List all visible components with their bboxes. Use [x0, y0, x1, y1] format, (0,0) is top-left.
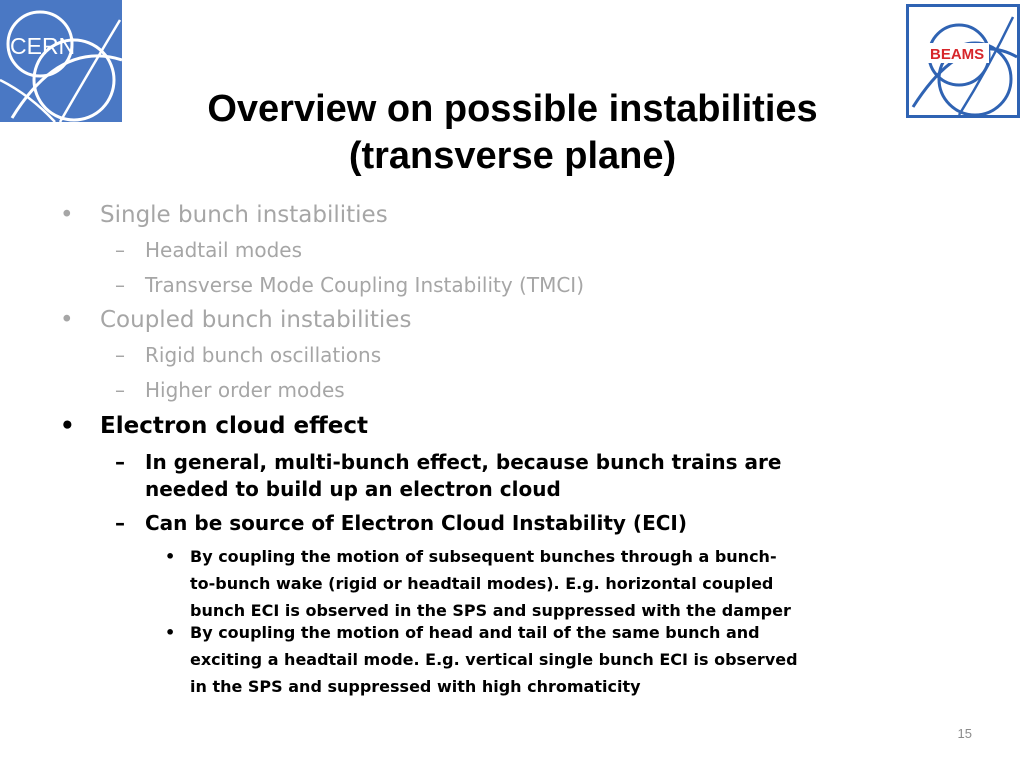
bullet-electron-cloud: [60, 412, 368, 440]
sub-bullet-text: Rigid bunch oscillations: [145, 343, 382, 367]
bullet-marker: •: [60, 202, 74, 228]
sub-sub-bullet-line: in the SPS and suppressed with high chromaticity: [190, 677, 641, 696]
sub-sub-bullet-coupled: [165, 543, 791, 624]
dash-marker: –: [115, 378, 125, 402]
sub-bullet-tmci: [115, 272, 584, 298]
title-line-1: Overview on possible instabilities: [207, 88, 818, 130]
sub-bullet-text: Can be source of Electron Cloud Instability (ECI): [145, 511, 687, 535]
bullet-text: Electron cloud effect: [100, 413, 368, 439]
sub-bullet-headtail: [115, 237, 302, 263]
title-line-2: (transverse plane): [348, 135, 677, 177]
sub-bullet-rigid: [115, 342, 381, 368]
sub-bullet-line: needed to build up an electron cloud: [145, 477, 561, 501]
bullet-text: Coupled bunch instabilities: [100, 307, 412, 333]
sub-sub-bullet-headtail: [165, 619, 798, 700]
dash-marker: –: [115, 450, 125, 474]
sub-bullet-higher-order: [115, 377, 345, 403]
sub-bullet-multi-bunch: [115, 449, 781, 503]
page-number: 15: [957, 726, 972, 741]
dash-marker: –: [115, 273, 125, 297]
sub-sub-bullet-line: to-bunch wake (rigid or headtail modes). E.g. horizontal coupled: [190, 574, 774, 593]
bullet-marker: •: [60, 413, 75, 439]
sub-bullet-eci: [115, 510, 687, 537]
dash-marker: –: [115, 343, 125, 367]
bullet-coupled-bunch: [60, 306, 411, 334]
bullet-single-bunch: [60, 201, 388, 229]
dash-marker: –: [115, 511, 125, 535]
bullet-marker: •: [165, 547, 176, 566]
sub-sub-bullet-line: exciting a headtail mode. E.g. vertical single bunch ECI is observed: [190, 650, 798, 669]
sub-bullet-line: In general, multi-bunch effect, because bunch trains are: [145, 450, 782, 474]
bullet-marker: •: [60, 307, 74, 333]
sub-sub-bullet-line: bunch ECI is observed in the SPS and suppressed with the damper: [190, 601, 791, 620]
sub-bullet-text: Transverse Mode Coupling Instability (TMCI): [145, 273, 584, 297]
bullet-text: Single bunch instabilities: [100, 202, 388, 228]
cern-logo-text: CERN: [10, 33, 76, 59]
sub-sub-bullet-line: By coupling the motion of subsequent bunches through a bunch-: [190, 547, 777, 566]
bullet-marker: •: [165, 623, 176, 642]
dash-marker: –: [115, 238, 125, 262]
sub-bullet-text: Headtail modes: [145, 238, 303, 262]
sub-bullet-text: Higher order modes: [145, 378, 345, 402]
beams-logo-text: BEAMS: [930, 46, 985, 63]
sub-sub-bullet-line: By coupling the motion of head and tail of the same bunch and: [190, 623, 760, 642]
